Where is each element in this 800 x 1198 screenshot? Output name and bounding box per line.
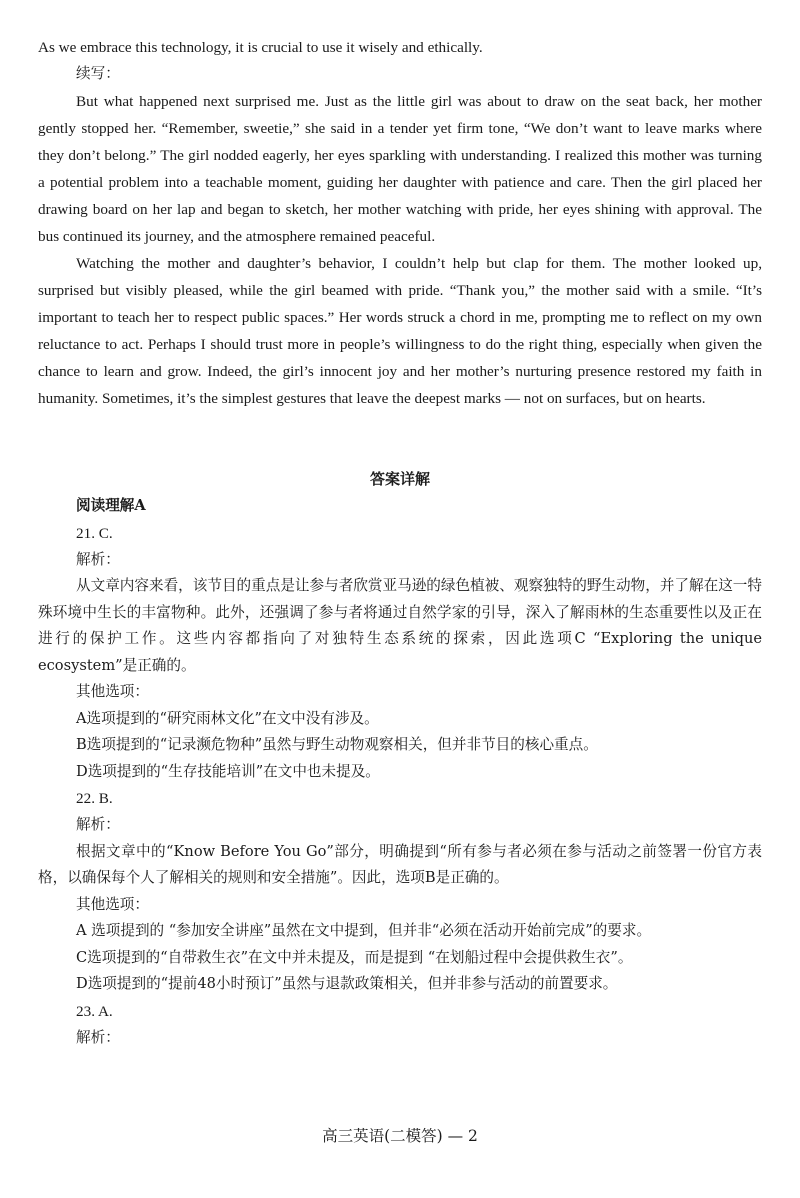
- q22-analysis-label: 解析：: [76, 816, 120, 833]
- page-footer: 高三英语(二模答) — 2: [322, 1127, 478, 1145]
- q21-option-d: D选项提到的“生存技能培训”在文中也未提及。: [76, 762, 380, 780]
- q23-answer: 23. A.: [76, 1002, 113, 1020]
- q22-analysis: 根据文章中的“Know Before You Go”部分，明确提到“所有参与者必须在参与活动之前签署一份官方表格，以确保每个人了解相关的规则和安全措施”。因此，选项B是正确的。: [38, 842, 762, 886]
- answers-section: [38, 466, 762, 1051]
- q22-option-c: C选项提到的“自带救生衣”在文中并未提及，而是提到 “在划船过程中会提供救生衣”。: [76, 948, 633, 966]
- q21-analysis: 从文章内容来看，该节目的重点是让参与者欣赏亚马逊的绿色植被、观察独特的野生动物，并了解在这一特殊环境中生长的丰富物种。此外，还强调了参与者将通过自然学家的引导，深入了解雨林的生态重要性以及正在进行的保护工作。这些内容都指向了对独特生态系统的探索，因此选项C “Exploring the unique ecosystem”是正确的。: [38, 577, 762, 674]
- q22-option-d: D选项提到的“提前48小时预订”虽然与退款政策相关，但并非参与活动的前置要求。: [76, 975, 618, 992]
- q23-analysis-label: 解析：: [76, 1028, 120, 1046]
- continuation-section: [38, 34, 762, 412]
- q22-answer: 22. B.: [76, 790, 113, 807]
- continuation-label: 续写：: [76, 65, 120, 82]
- q21-option-a: A选项提到的“研究雨林文化”在文中没有涉及。: [76, 709, 379, 727]
- q22-others-label: 其他选项：: [76, 895, 149, 913]
- section-title: 阅读理解A: [76, 497, 146, 514]
- opening-line: As we embrace this technology, it is crucial to use it wisely and ethically.: [38, 39, 483, 56]
- q21-analysis-label: 解析：: [76, 550, 120, 568]
- q21-others-label: 其他选项：: [76, 683, 149, 700]
- q22-option-a: A 选项提到的 “参加安全讲座”虽然在文中提到，但并非“必须在活动开始前完成”的要求。: [76, 922, 652, 939]
- q21-option-b: B选项提到的“记录濒危物种”虽然与野生动物观察相关，但并非节目的核心重点。: [76, 736, 598, 753]
- q21-answer: 21. C.: [76, 524, 113, 542]
- continuation-paragraph-1: But what happened next surprised me. Just as the little girl was about to draw on the seat back, her mother gently stopped her. “Remember, sweetie,” she said in a tender yet firm tone, “We don’t want to leave marks where they don’t belong.” The girl nodded eagerly, her eyes sparkling with understanding. I realized this mother was turning a potential problem into a teachable moment, guiding her daughter with patience and care. Then the girl placed her drawing board on her lap and began to sketch, her mother watching with pride, her eyes shining with approval. The bus continued its journey, and the atmosphere remained peaceful.: [38, 92, 762, 245]
- answers-heading: 答案详解: [369, 470, 430, 488]
- continuation-paragraph-2: Watching the mother and daughter’s behavior, I couldn’t help but clap for them. The mother looked up, surprised but visibly pleased, while the girl beamed with pride. “Thank you,” the mother said with a smile. “It’s important to teach her to respect public spaces.” Her words struck a chord in me, prompting me to reflect on my own reluctance to act. Perhaps I should trust more in people’s willingness to do the right thing, especially when given the chance to learn and grow. Indeed, the girl’s innocent joy and her mother’s nurturing presence restored my faith in humanity. Sometimes, it’s the simplest gestures that leave the deepest marks — not on surfaces, but on hearts.: [38, 254, 762, 407]
